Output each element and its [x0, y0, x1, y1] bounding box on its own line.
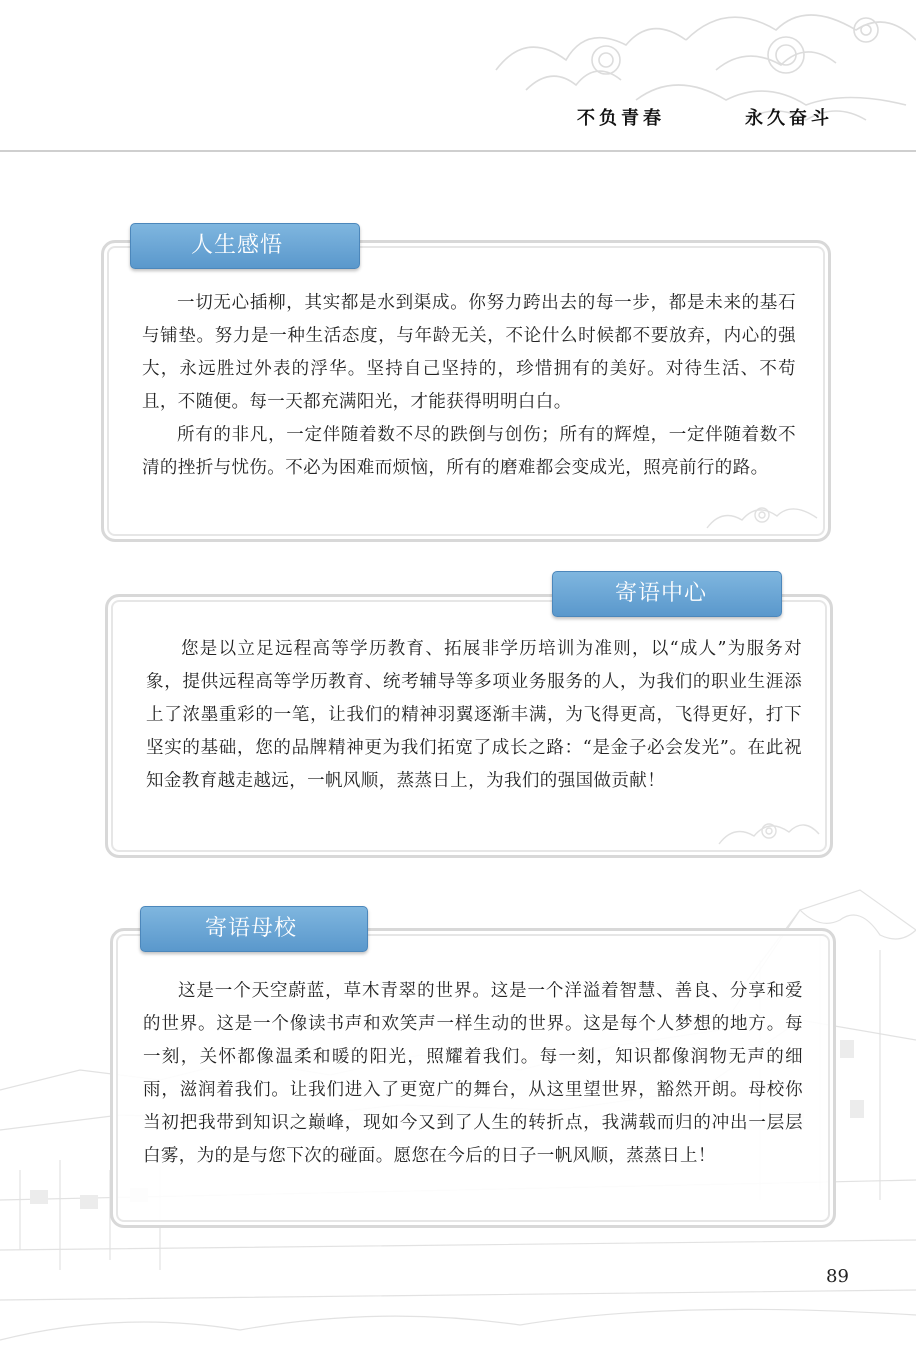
section-tab-life-insights: [130, 223, 360, 269]
section-title: 寄语中心: [615, 581, 708, 606]
cloud-pattern-icon: [702, 493, 822, 533]
motto-right: 永久奋斗: [745, 108, 833, 129]
cloud-pattern-icon: [714, 809, 824, 849]
section-life-insights: [101, 240, 831, 542]
section-paragraph: 这是一个天空蔚蓝，草木青翠的世界。这是一个洋溢着智慧、善良、分享和爱的世界。这是一个像读书声和欢笑声一样生动的世界。这是每个人梦想的地方。每一刻，关怀都像温柔和暖的阳光，照耀着我们。每一刻，知识都像润物无声的细雨，滋润着我们。让我们进入了更宽广的舞台，从这里望世界，豁然开朗。母校你当初把我带到知识之巅峰，现如今又到了人生的转折点，我满载而归的冲出一层层白雾，为的是与您下次的碰面。愿您在今后的日子一帆风顺，蒸蒸日上！: [143, 981, 803, 1166]
section-message-alma-mater: [110, 928, 836, 1228]
section-paragraph: 您是以立足远程高等学历教育、拓展非学历培训为准则，以“成人”为服务对象，提供远程高等学历教育、统考辅导等多项业务服务的人，为我们的职业生涯添上了浓墨重彩的一笔，让我们的精神羽翼逐渐丰满，为飞得更高，飞得更好，打下坚实的基础，您的品牌精神更为我们拓宽了成长之路：“是金子必会发光”。在此祝知金教育越走越远，一帆风顺，蒸蒸日上，为我们的强国做贡献！: [146, 639, 802, 791]
cloud-pattern-icon: [486, 0, 916, 148]
section-title: 人生感悟: [191, 233, 284, 258]
motto-left: 不负青春: [577, 108, 665, 129]
section-tab-alma-mater: [140, 906, 368, 952]
section-tab-message-center: [552, 571, 782, 617]
section-paragraph: 所有的非凡，一定伴随着数不尽的跌倒与创伤；所有的辉煌，一定伴随着数不清的挫折与忧伤。不必为困难而烦恼，所有的磨难都会变成光，照亮前行的路。: [142, 425, 796, 478]
page-number: 89: [826, 1266, 849, 1287]
section-paragraph: 一切无心插柳，其实都是水到渠成。你努力跨出去的每一步，都是未来的基石与铺垫。努力是一种生活态度，与年龄无关，不论什么时候都不要放弃，内心的强大，永远胜过外表的浮华。坚持自己坚持的，珍惜拥有的美好。对待生活、不苟且，不随便。每一天都充满阳光，才能获得明明白白。: [142, 293, 796, 412]
section-title: 寄语母校: [205, 916, 298, 941]
section-message-center: [105, 594, 833, 858]
page-header: [0, 0, 916, 152]
